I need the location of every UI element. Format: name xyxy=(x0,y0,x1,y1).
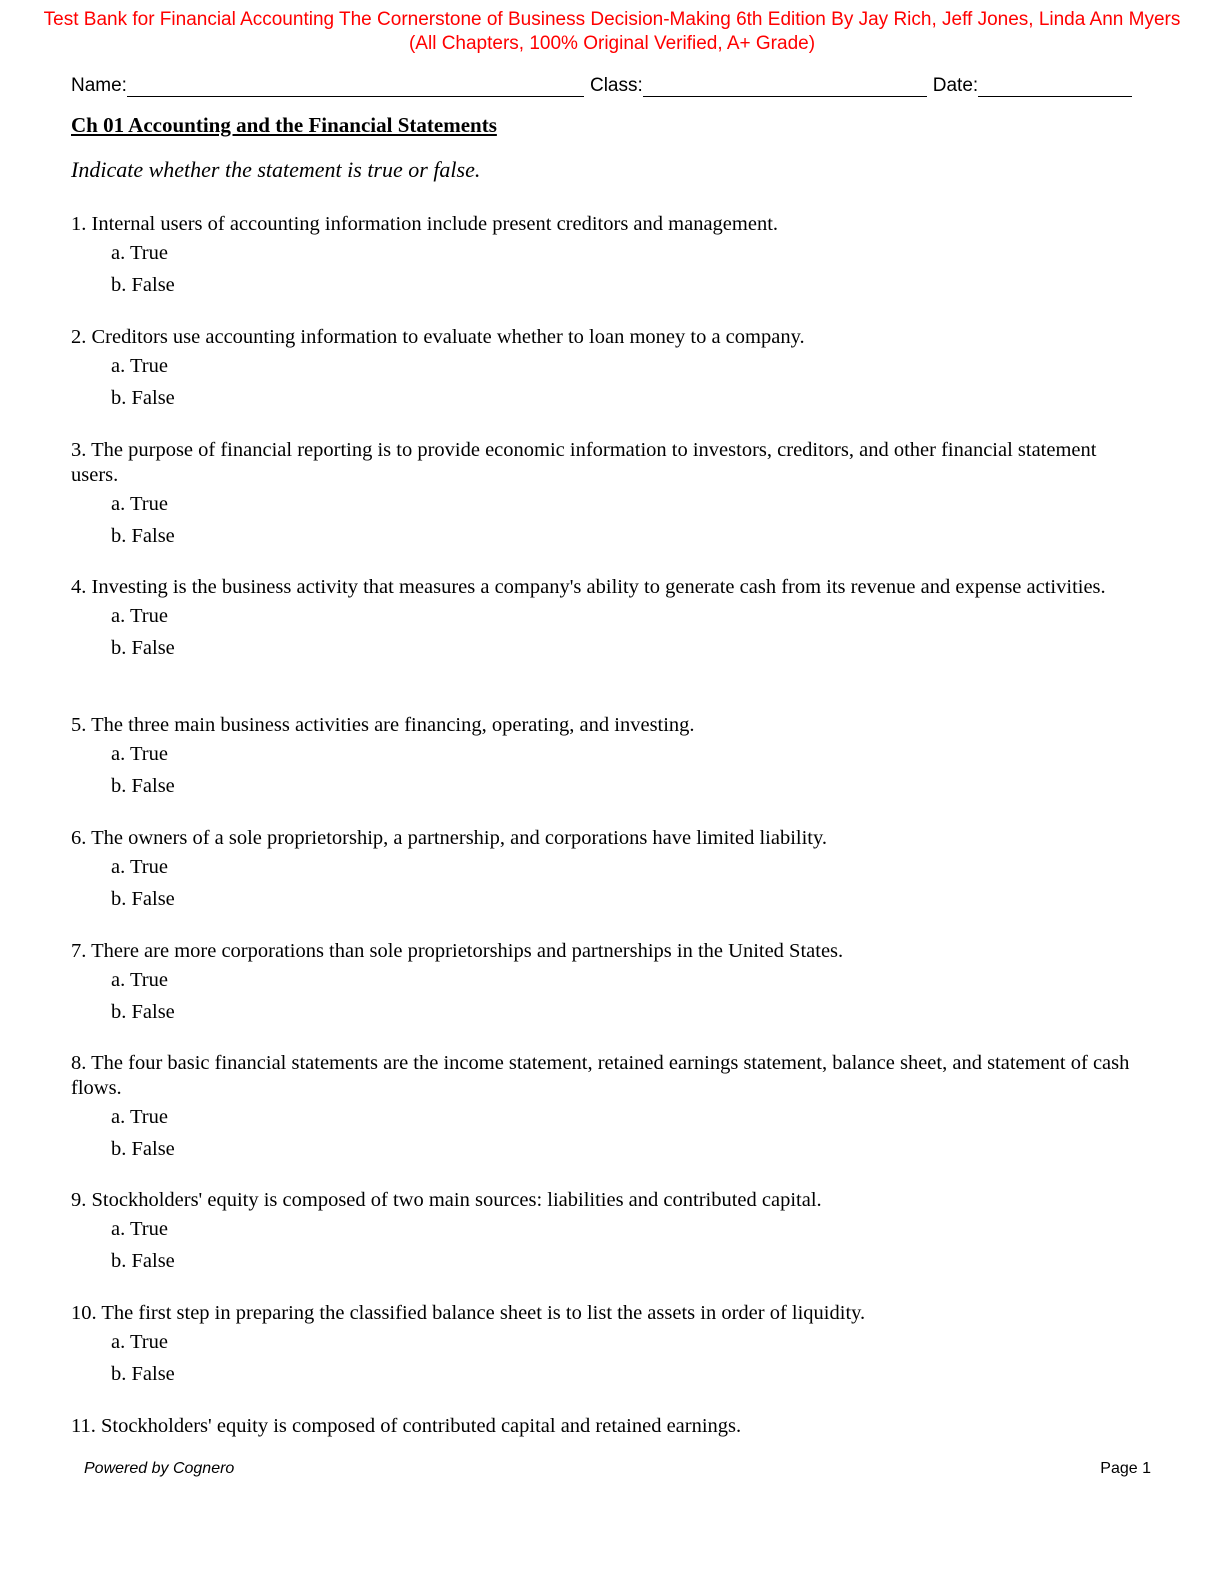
question-text: 3. The purpose of financial reporting is to provide economic information to investors, creditors, and other financial statement users. xyxy=(71,439,1097,486)
question-text: 2. Creditors use accounting information to evaluate whether to loan money to a company. xyxy=(71,326,805,348)
option-true[interactable]: a. True xyxy=(111,1106,168,1128)
option-false[interactable]: b. False xyxy=(111,386,175,409)
question-9 xyxy=(71,1188,1146,1277)
date-label: Date: xyxy=(932,75,979,96)
option-false[interactable]: b. False xyxy=(111,887,175,910)
question-6 xyxy=(71,826,1146,915)
question-text: 8. The four basic financial statements are the income statement, retained earnings statement, balance sheet, and statement of cash flows. xyxy=(71,1052,1130,1099)
option-false[interactable]: b. False xyxy=(111,1249,175,1272)
question-text: 4. Investing is the business activity that measures a company's ability to generate cash from its revenue and expense activities. xyxy=(71,576,1106,598)
question-11 xyxy=(71,1414,1146,1439)
question-5 xyxy=(71,713,1146,802)
class-field[interactable] xyxy=(643,74,927,97)
option-false[interactable]: b. False xyxy=(111,636,175,659)
question-text: 9. Stockholders' equity is composed of two main sources: liabilities and contributed capital. xyxy=(71,1189,822,1211)
class-label: Class: xyxy=(589,75,643,96)
question-10 xyxy=(71,1301,1146,1390)
page-number: Page 1 xyxy=(1100,1460,1151,1477)
question-text: 1. Internal users of accounting information include present creditors and management. xyxy=(71,213,779,235)
option-true[interactable]: a. True xyxy=(111,856,168,878)
date-field[interactable] xyxy=(978,74,1132,97)
option-true[interactable]: a. True xyxy=(111,1331,168,1353)
name-field[interactable] xyxy=(127,74,584,97)
option-false[interactable]: b. False xyxy=(111,524,175,547)
question-text: 7. There are more corporations than sole proprietorships and partnerships in the United States. xyxy=(71,940,844,962)
question-text: 6. The owners of a sole proprietorship, a partnership, and corporations have limited liability. xyxy=(71,827,828,849)
option-false[interactable]: b. False xyxy=(111,774,175,797)
question-4 xyxy=(71,575,1146,664)
question-7 xyxy=(71,939,1146,1028)
student-info-fields xyxy=(71,71,1142,97)
option-true[interactable]: a. True xyxy=(111,242,168,264)
option-false[interactable]: b. False xyxy=(111,273,175,296)
question-8 xyxy=(71,1051,1146,1165)
question-text: 11. Stockholders' equity is composed of contributed capital and retained earnings. xyxy=(71,1415,742,1437)
name-label: Name: xyxy=(71,75,127,96)
powered-by: Powered by Cognero xyxy=(84,1460,235,1477)
question-3 xyxy=(71,438,1146,552)
option-false[interactable]: b. False xyxy=(111,1000,175,1023)
document-banner: Test Bank for Financial Accounting The Cornerstone of Business Decision-Making 6th Edition By Jay Rich, Jeff Jones, Linda Ann Myers (All Chapters, 100% Original Verified, A+ Grade) xyxy=(43,9,1181,54)
chapter-title: Ch 01 Accounting and the Financial Statements xyxy=(71,113,497,137)
option-false[interactable]: b. False xyxy=(111,1362,175,1385)
question-2 xyxy=(71,325,1146,414)
option-true[interactable]: a. True xyxy=(111,743,168,765)
question-1 xyxy=(71,212,1146,301)
question-text: 5. The three main business activities are financing, operating, and investing. xyxy=(71,714,695,736)
option-false[interactable]: b. False xyxy=(111,1137,175,1160)
option-true[interactable]: a. True xyxy=(111,493,168,515)
option-true[interactable]: a. True xyxy=(111,969,168,991)
option-true[interactable]: a. True xyxy=(111,1218,168,1240)
option-true[interactable]: a. True xyxy=(111,355,168,377)
option-true[interactable]: a. True xyxy=(111,605,168,627)
question-text: 10. The first step in preparing the classified balance sheet is to list the assets in order of liquidity. xyxy=(71,1302,866,1324)
instructions: Indicate whether the statement is true or false. xyxy=(71,157,481,182)
